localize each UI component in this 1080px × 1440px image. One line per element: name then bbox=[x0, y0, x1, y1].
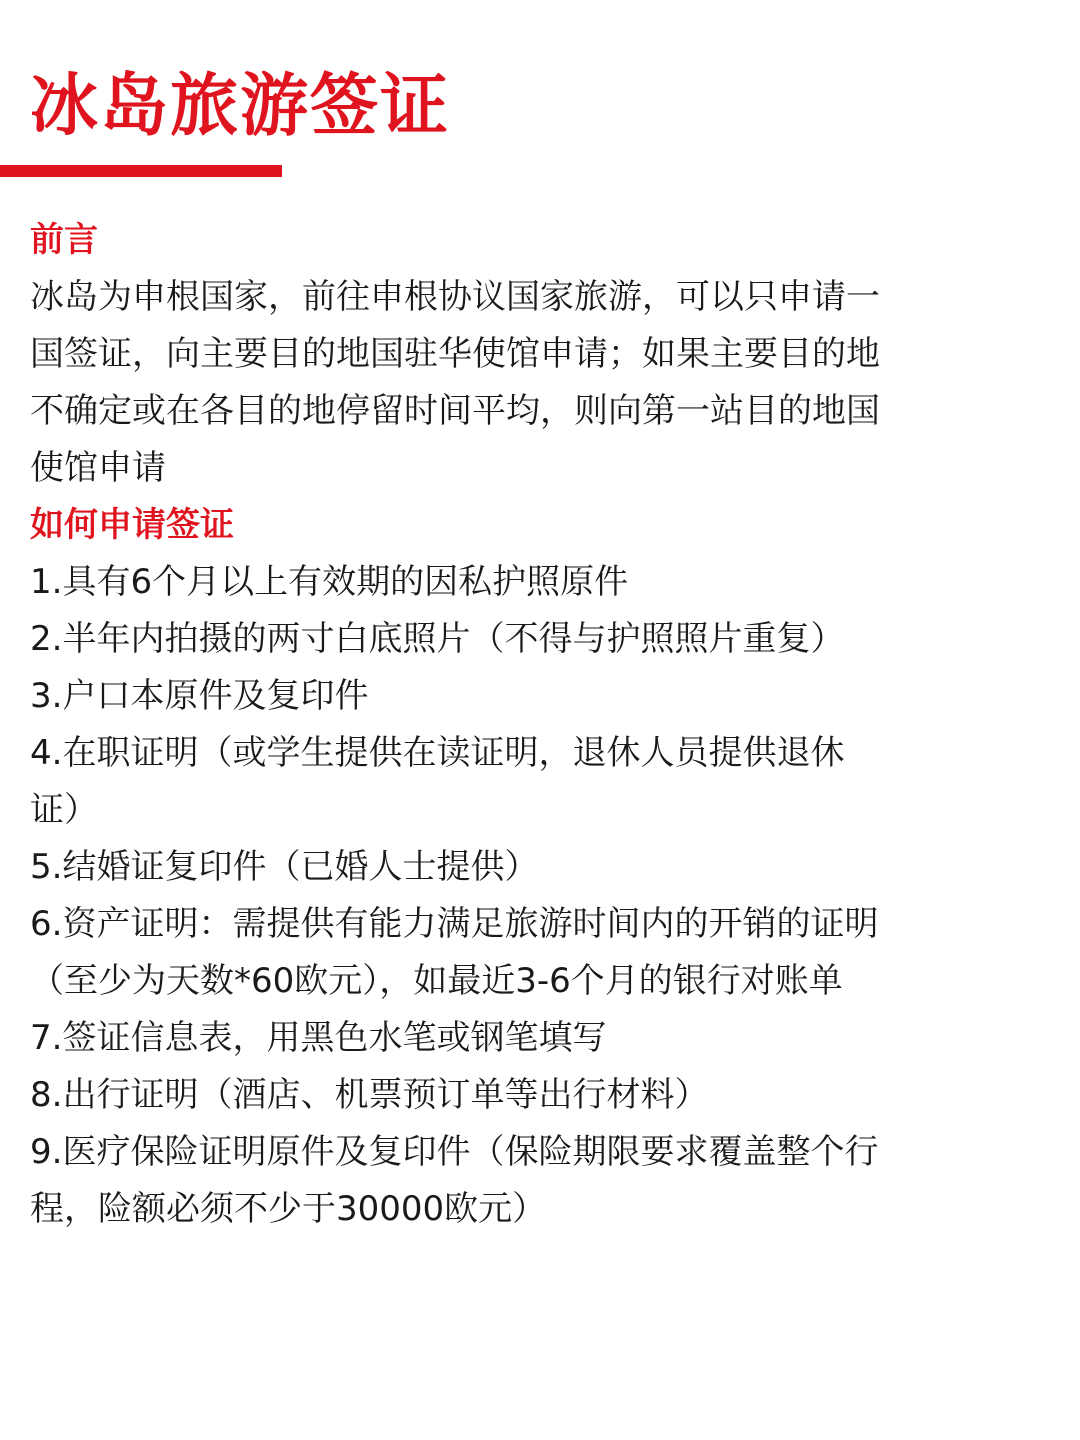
requirement-item bbox=[30, 611, 1040, 668]
requirement-item bbox=[30, 725, 1040, 839]
intro-line: 不确定或在各目的地停留时间平均，则向第一站目的地国 bbox=[30, 391, 880, 431]
intro-paragraph bbox=[30, 269, 1040, 497]
page-title: 冰岛旅游签证 bbox=[30, 67, 451, 146]
requirement-item-line: 程，险额必须不少于30000欧元） bbox=[30, 1189, 547, 1229]
intro-line: 国签证，向主要目的地国驻华使馆申请；如果主要目的地 bbox=[30, 334, 880, 374]
requirement-item bbox=[30, 1124, 1040, 1238]
howto-heading: 如何申请签证 bbox=[30, 505, 234, 545]
requirement-item bbox=[30, 668, 1040, 725]
requirement-item bbox=[30, 896, 1040, 1010]
requirement-item-line: 7.签证信息表，用黑色水笔或钢笔填写 bbox=[30, 1018, 607, 1058]
requirement-item-line: 4.在职证明（或学生提供在读证明，退休人员提供退休 bbox=[30, 733, 845, 773]
intro-line: 冰岛为申根国家，前往申根协议国家旅游，可以只申请一 bbox=[30, 277, 880, 317]
requirement-item bbox=[30, 839, 1040, 896]
requirement-item bbox=[30, 1010, 1040, 1067]
requirement-item bbox=[30, 554, 1040, 611]
requirement-item-line: 3.户口本原件及复印件 bbox=[30, 676, 369, 716]
requirement-item-line: 证） bbox=[30, 790, 98, 830]
intro-heading: 前言 bbox=[30, 220, 98, 260]
requirements-list bbox=[30, 554, 1040, 1238]
requirement-item-line: 8.出行证明（酒店、机票预订单等出行材料） bbox=[30, 1075, 709, 1115]
article-body bbox=[30, 212, 1040, 1238]
requirement-item-line: 2.半年内拍摄的两寸白底照片（不得与护照照片重复） bbox=[30, 619, 845, 659]
requirement-item-line: 6.资产证明：需提供有能力满足旅游时间内的开销的证明 bbox=[30, 904, 879, 944]
requirement-item-line: （至少为天数*60欧元），如最近3-6个月的银行对账单 bbox=[30, 961, 843, 1001]
intro-line: 使馆申请 bbox=[30, 448, 166, 488]
requirement-item bbox=[30, 1067, 1040, 1124]
requirement-item-line: 1.具有6个月以上有效期的因私护照原件 bbox=[30, 562, 629, 602]
title-underline-bar bbox=[0, 165, 282, 177]
requirement-item-line: 5.结婚证复印件（已婚人士提供） bbox=[30, 847, 539, 887]
requirement-item-line: 9.医疗保险证明原件及复印件（保险期限要求覆盖整个行 bbox=[30, 1132, 879, 1172]
